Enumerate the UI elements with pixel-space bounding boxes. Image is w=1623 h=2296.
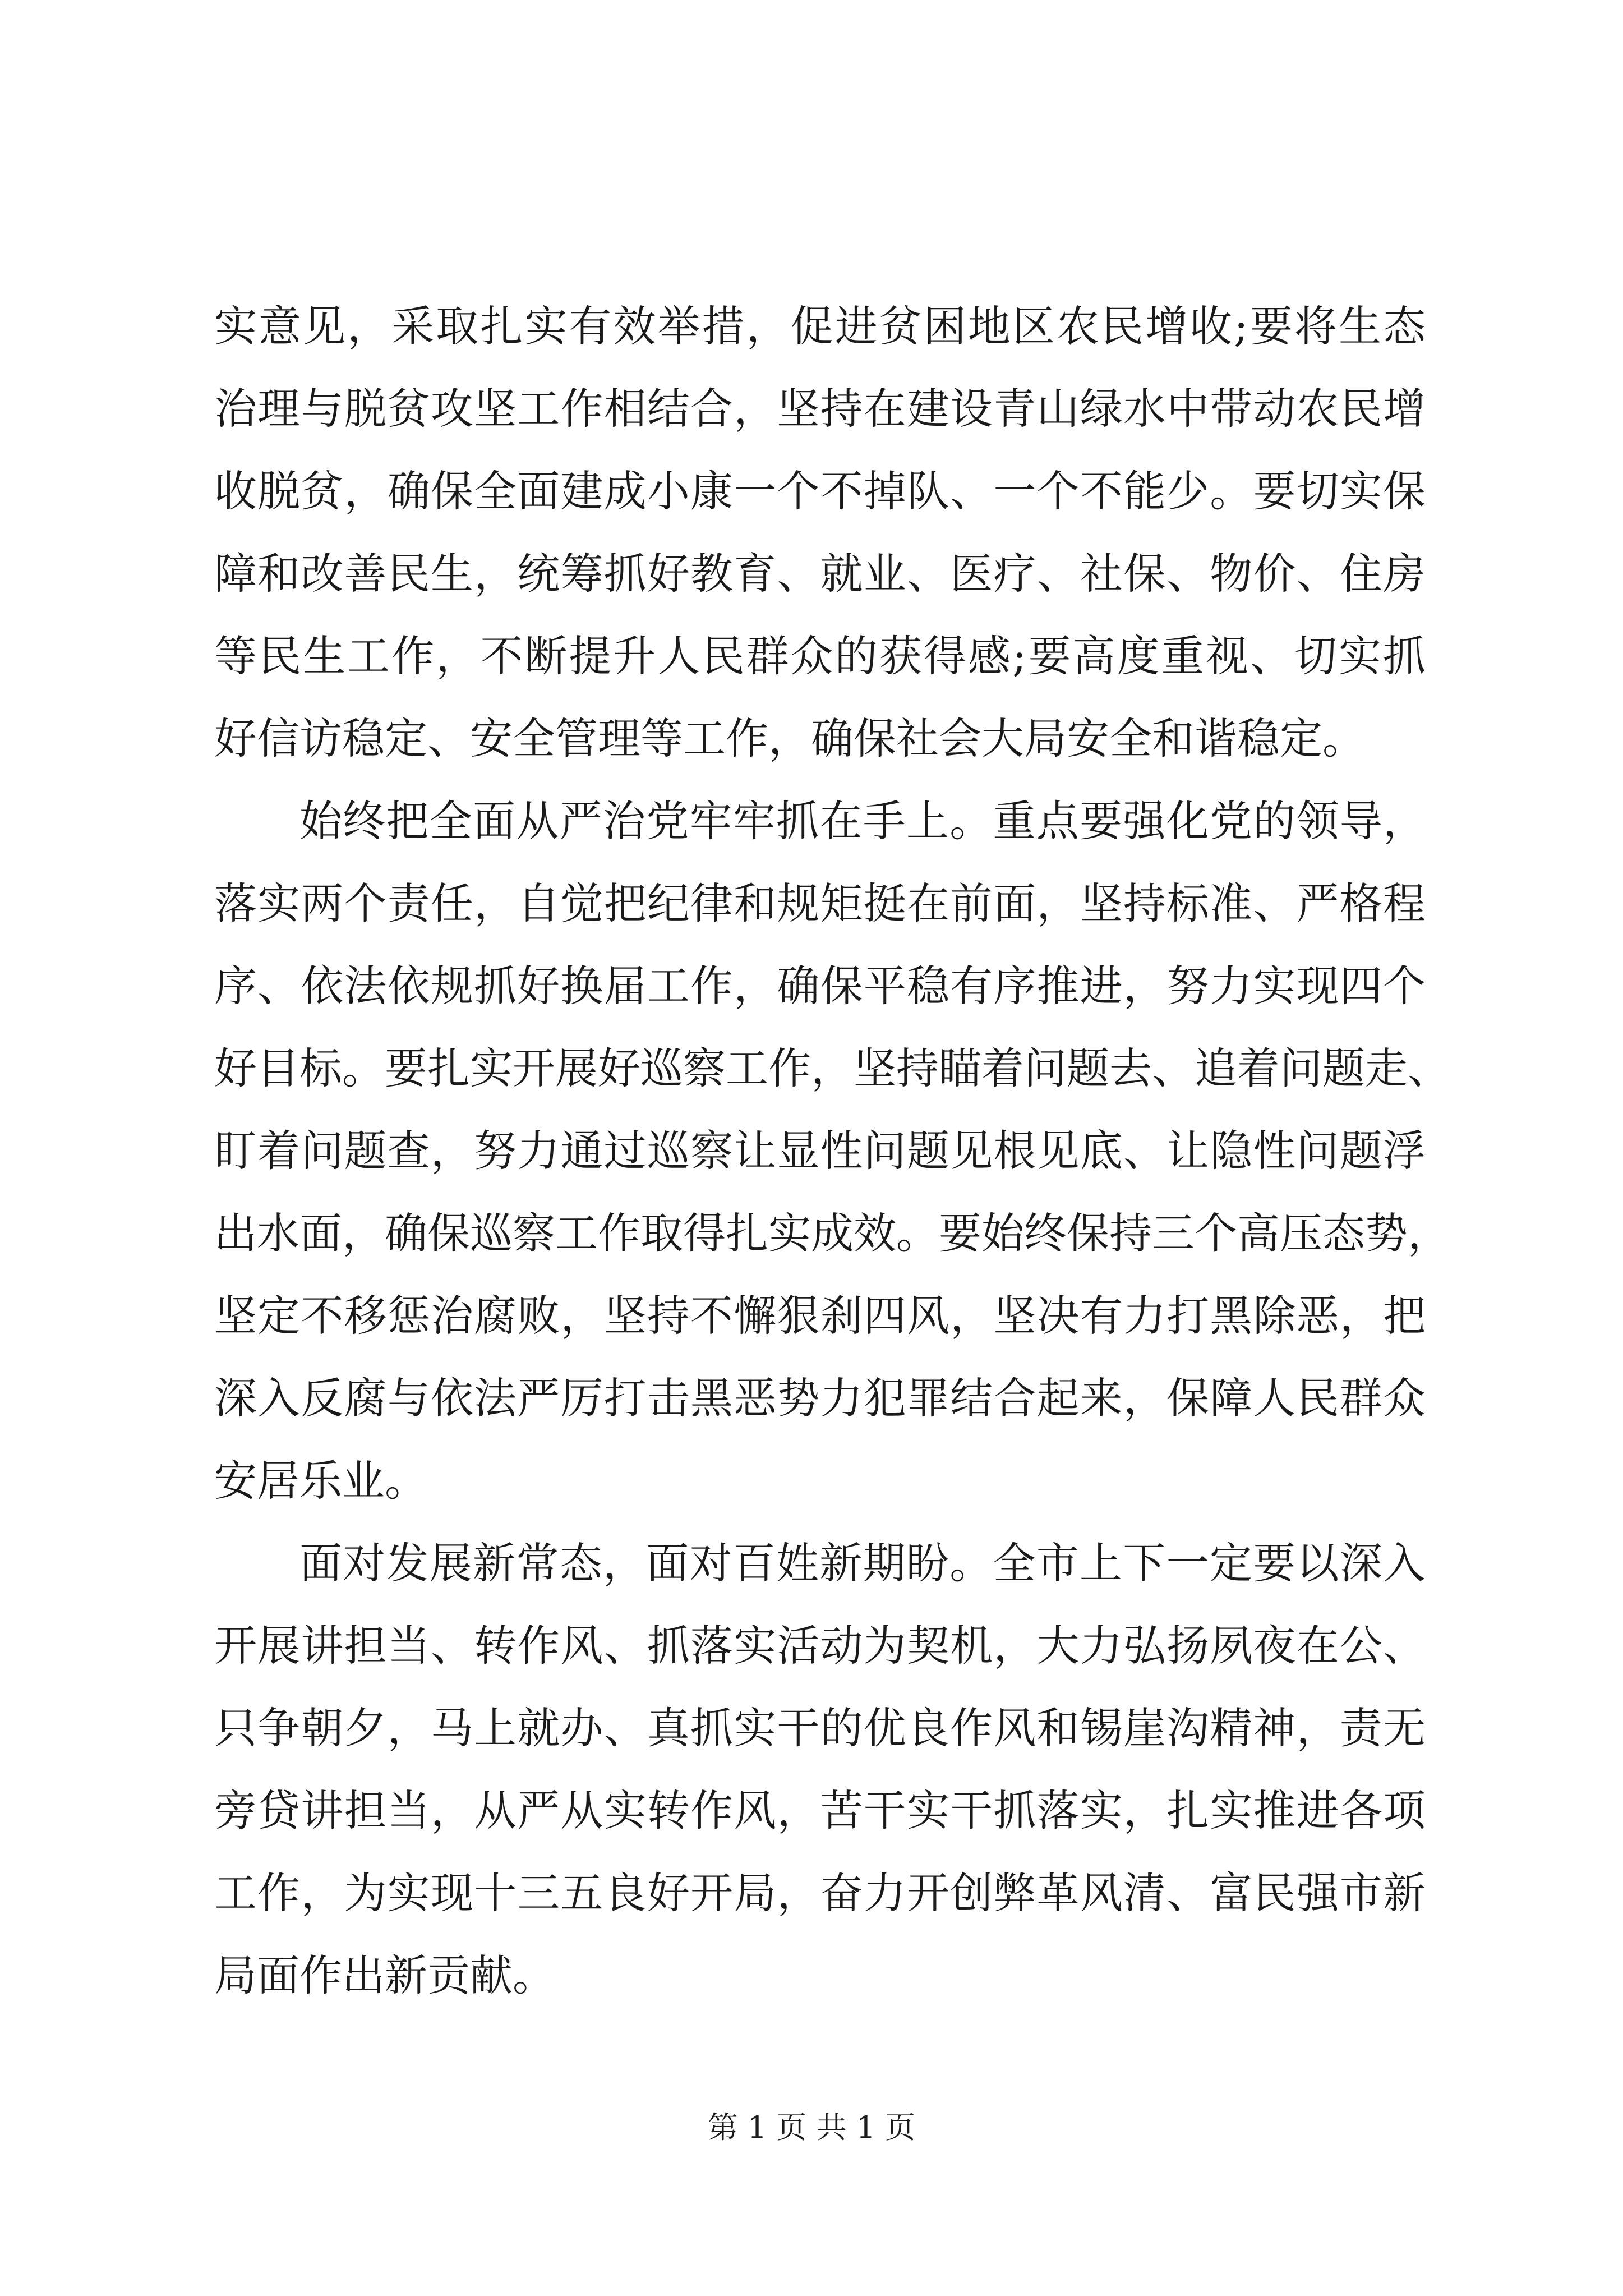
paragraph-2-line-2: 落实两个责任，自觉把纪律和规矩挺在前面，坚持标准、严格程 <box>214 878 1426 928</box>
paragraph-2-line-3: 序、依法依规抓好换届工作，确保平稳有序推进，努力实现四个 <box>214 961 1426 1011</box>
paragraph-3-line-6: 局面作出新贡献。 <box>214 1950 555 2000</box>
paragraph-1-line-3: 收脱贫，确保全面建成小康一个不掉队、一个不能少。要切实保 <box>214 466 1426 516</box>
paragraph-2-line-6: 出水面，确保巡察工作取得扎实成效。要始终保持三个高压态势， <box>214 1208 1450 1258</box>
paragraph-2-line-7: 坚定不移惩治腐败，坚持不懈狠刹四风，坚决有力打黑除恶，把 <box>214 1291 1426 1341</box>
paragraph-1-line-6: 好信访稳定、安全管理等工作，确保社会大局安全和谐稳定。 <box>214 714 1365 763</box>
paragraph-2-line-5: 盯着问题查，努力通过巡察让显性问题见根见底、让隐性问题浮 <box>214 1126 1426 1176</box>
paragraph-2-line-1: 始终把全面从严治党牢牢抓在手上。重点要强化党的领导， <box>299 796 1426 846</box>
paragraph-3-line-5: 工作，为实现十三五良好开局，奋力开创弊革风清、富民强市新 <box>214 1868 1426 1918</box>
paragraph-1-line-4: 障和改善民生，统筹抓好教育、就业、医疗、社保、物价、住房 <box>214 549 1426 599</box>
paragraph-3-line-2: 开展讲担当、转作风、抓落实活动为契机，大力弘扬夙夜在公、 <box>214 1621 1426 1671</box>
paragraph-2-line-4: 好目标。要扎实开展好巡察工作，坚持瞄着问题去、追着问题走、 <box>214 1043 1450 1093</box>
paragraph-2-line-9: 安居乐业。 <box>214 1456 427 1506</box>
paragraph-3-line-3: 只争朝夕，马上就办、真抓实干的优良作风和锡崖沟精神，责无 <box>214 1703 1426 1753</box>
document-body <box>214 285 1450 2017</box>
paragraph-1-line-5: 等民生工作，不断提升人民群众的获得感;要高度重视、切实抓 <box>214 631 1426 681</box>
paragraph-3-line-4: 旁贷讲担当，从严从实转作风，苦干实干抓落实，扎实推进各项 <box>214 1786 1426 1835</box>
paragraph-2-line-8: 深入反腐与依法严厉打击黑恶势力犯罪结合起来，保障人民群众 <box>214 1373 1426 1423</box>
paragraph-1-line-2: 治理与脱贫攻坚工作相结合，坚持在建设青山绿水中带动农民增 <box>214 384 1426 434</box>
paragraph-3-line-1: 面对发展新常态，面对百姓新期盼。全市上下一定要以深入 <box>299 1538 1426 1588</box>
paragraph-1-line-1: 实意见，采取扎实有效举措，促进贫困地区农民增收;要将生态 <box>214 301 1426 351</box>
page-number-footer: 第 1 页 共 1 页 <box>707 2110 916 2145</box>
